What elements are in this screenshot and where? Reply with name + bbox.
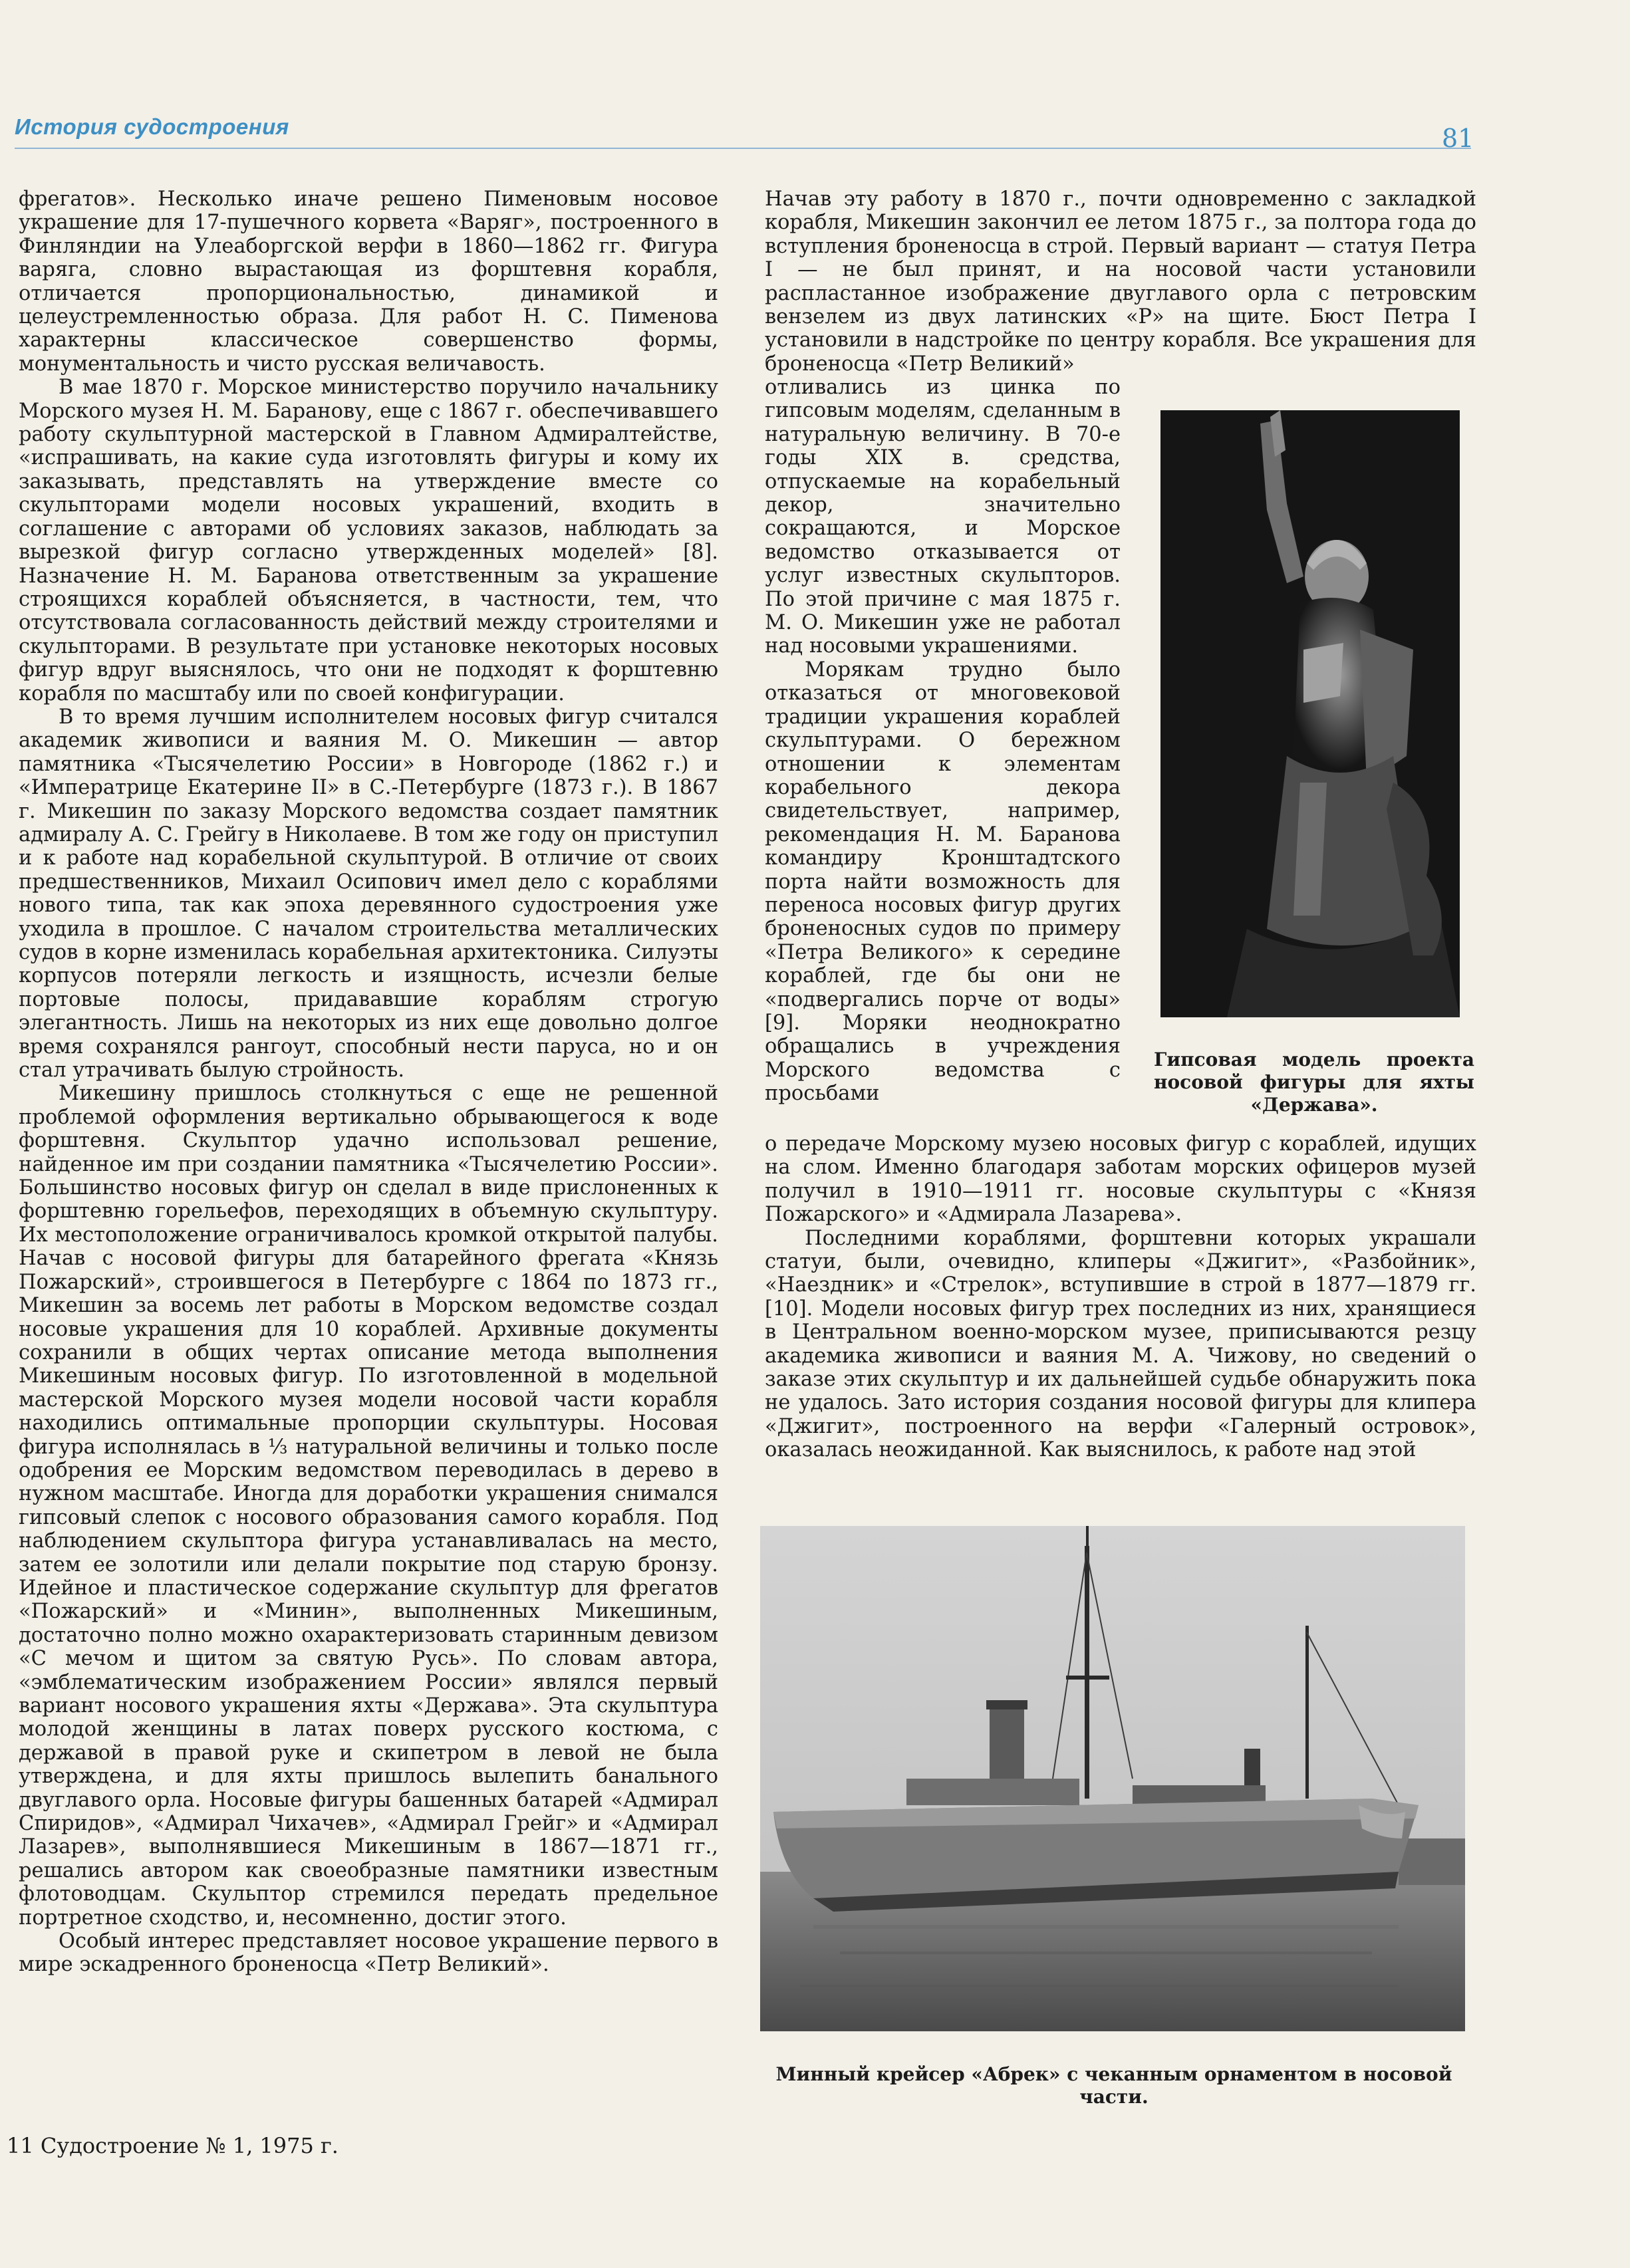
right-column-top (765, 188, 1476, 376)
statue-caption: Гипсовая модель проекта носовой фигуры для яхты «Держава». (1154, 1049, 1474, 1116)
paragraph: Морякам трудно было отказаться от многовековой традиции украшения кораблей скульптурами. О бережном отношении к элементам корабельного декора свидетельствует, например, рекомендация Н. М. Баранова командиру Кронштадтского порта найти возможность для переноса носовых фигур других броненосных судов по примеру «Петра Великого» к середине кораблей, где бы они не «подвергались порче от воды» [9]. Моряки неоднократно обращались в учреждения Морского ведомства с просьбами (765, 658, 1121, 1106)
header-rule (15, 148, 1471, 149)
footer-issue-info: 11 Судостроение № 1, 1975 г. (7, 2133, 339, 2158)
paragraph: Особый интерес представляет носовое украшение первого в мире эскадренного броненосца «Петр Великий». (19, 1930, 718, 1977)
ship-caption: Минный крейсер «Абрек» с чеканным орнаментом в носовой части. (775, 2063, 1452, 2108)
page-number: 81 (1442, 124, 1474, 153)
paragraph: фрегатов». Несколько иначе решено Пименовым носовое украшение для 17-пушечного корвета «Варяг», построенного в Финляндии на Улеаборгской верфи в 1860—1862 гг. Фигура варяга, словно вырастающая из форштевня корабля, отличается пропорциональностью, динамикой и целеустремленностью образа. Для работ Н. С. Пименова характерны классическое совершенство формы, монументальность и чисто русская величавость. (19, 188, 718, 376)
paragraph: отливались из цинка по гипсовым моделям, сделанным в натуральную величину. В 70-е годы XIX в. средства, отпускаемые на корабельный декор, значительно сокращаются, и Морское ведомство отказывается от услуг известных скульпторов. По этой причине с мая 1875 г. М. О. Микешин уже не работал над носовыми украшениями. (765, 376, 1121, 658)
paragraph: Микешину пришлось столкнуться с еще не решенной проблемой оформления вертикально обрывающегося к воде форштевня. Скульптор удачно использовал решение, найденное им при создании памятника «Тысячелетию России». Большинство носовых фигур он сделал в виде прислоненных к форштевню горельефов, переходящих в объемную скульптуру. Их местоположение ограничивалось кромкой открытой палубы. Начав с носовой фигуры для батарейного фрегата «Князь Пожарский», строившегося в Петербурге с 1864 по 1873 гг., Микешин за восемь лет работы в Морском ведомстве создал носовые украшения для 10 кораблей. Архивные документы сохранили в общих чертах описание метода выполнения Микешиным носовых фигур. По изготовленной в модельной мастерской Морского музея модели носовой части корабля находились оптимальные пропорции скульптуры. Носовая фигура исполнялась в ⅓ натуральной величины и только после одобрения ее Морским ведомством переводилась в дерево в нужном масштабе. Иногда для доработки украшения снимался гипсовый слепок с носового образования самого корабля. Под наблюдением скульптора фигура устанавливалась на место, затем ее золотили или делали покрытие под старую бронзу. Идейное и пластическое содержание скульптур для фрегатов «Пожарский» и «Минин», выполненных Микешиным, достаточно полно можно охарактеризовать старинным девизом «С мечом и щитом за святую Русь». По словам автора, «эмблематическим изображением России» являлся первый вариант носового украшения яхты «Держава». Эта скульптура молодой женщины в латах поверх русского костюма, с державой в правой руке и скипетром в левой не была утверждена, и для яхты пришлось вылепить банального двуглавого орла. Носовые фигуры башенных батарей «Адмирал Спиридов», «Адмирал Чихачев», «Адмирал Грейг» и «Адмирал Лазарев», выполнявшиеся Микешиным в 1867—1871 гг., решались автором как своеобразные памятники известным флотоводцам. Скульптор стремился передать предельное портретное сходство, и, несомненно, достиг этого. (19, 1082, 718, 1930)
paragraph: В мае 1870 г. Морское министерство поручило начальнику Морского музея Н. М. Баранову, еще с 1867 г. обеспечивавшего работу скульптурной мастерской в Главном Адмиралтействе, «испрашивать, на какие суда изготовлять фигуры и кому их заказывать, представлять на утверждение вместе со скульпторами модели носовых украшений, входить в соглашение с авторами об условиях заказов, наблюдать за вырезкой фигур согласно утвержденных моделей» [8]. Назначение Н. М. Баранова ответственным за украшение строящихся кораблей объясняется, в частности, тем, что отсутствовала согласованность действий между строителями и скульпторами. В результате при установке некоторых носовых фигур вдруг выяснялось, что они не подходят к форштевню корабля по масштабу или по своей конфигурации. (19, 376, 718, 705)
cruiser-illustration (760, 1526, 1465, 2031)
left-column (19, 188, 718, 1977)
right-column-narrow (765, 376, 1121, 1106)
statue-photo (1160, 410, 1460, 1017)
ship-photo (760, 1526, 1465, 2031)
statue-figure-illustration (1160, 410, 1460, 1017)
paragraph: Последними кораблями, форштевни которых украшали статуи, были, очевидно, клиперы «Джигит», «Разбойник», «Наездник» и «Стрелок», вступившие в строй в 1877—1879 гг. [10]. Модели носовых фигур трех последних из них, хранящиеся в Центральном военно-морском музее, приписываются резцу академика живописи и ваяния М. А. Чижову, но сведений о заказе этих скульптур и их дальнейшей судьбе обнаружить пока не удалось. Зато история создания носовой фигуры для клипера «Джигит», построенного на верфи «Галерный островок», оказалась неожиданной. Как выяснилось, к работе над этой (765, 1226, 1476, 1462)
paragraph: В то время лучшим исполнителем носовых фигур считался академик живописи и ваяния М. О. Микешин — автор памятника «Тысячелетию России» в Новгороде (1862 г.) и «Императрице Екатерине II» в С.-Петербурге (1873 г.). В 1867 г. Микешин по заказу Морского ведомства создает памятник адмиралу А. С. Грейгу в Николаеве. В том же году он приступил и к работе над корабельной скульптурой. В отличие от своих предшественников, Михаил Осипович имел дело с кораблями нового типа, так как эпоха деревянного судостроения уже уходила в прошлое. С началом строительства металлических судов в корне изменилась корабельная архитектоника. Силуэты корпусов потеряли легкость и изящность, исчезли белые портовые полосы, придававшие кораблям строгую элегантность. Лишь на некоторых из них еще довольно долгое время сохранялся рангоут, способный нести паруса, но и он стал утрачивать былую стройность. (19, 705, 718, 1082)
section-title: История судостроения (15, 114, 289, 139)
paragraph: о передаче Морскому музею носовых фигур с кораблей, идущих на слом. Именно благодаря заботам морских офицеров музей получил в 1910—1911 гг. носовые скульптуры с «Князя Пожарского» и «Адмирала Лазарева». (765, 1132, 1476, 1227)
right-column-mid (765, 1132, 1476, 1462)
paragraph: Начав эту работу в 1870 г., почти одновременно с закладкой корабля, Микешин закончил ее летом 1875 г., за полтора года до вступления броненосца в строй. Первый вариант — статуя Петра I — не был принят, и на носовой части установили распластанное изображение двуглавого орла с петровским вензелем из двух латинских «Р» на щите. Бюст Петра I установили в надстройке по центру корабля. Все украшения для броненосца «Петр Великий» (765, 188, 1476, 376)
